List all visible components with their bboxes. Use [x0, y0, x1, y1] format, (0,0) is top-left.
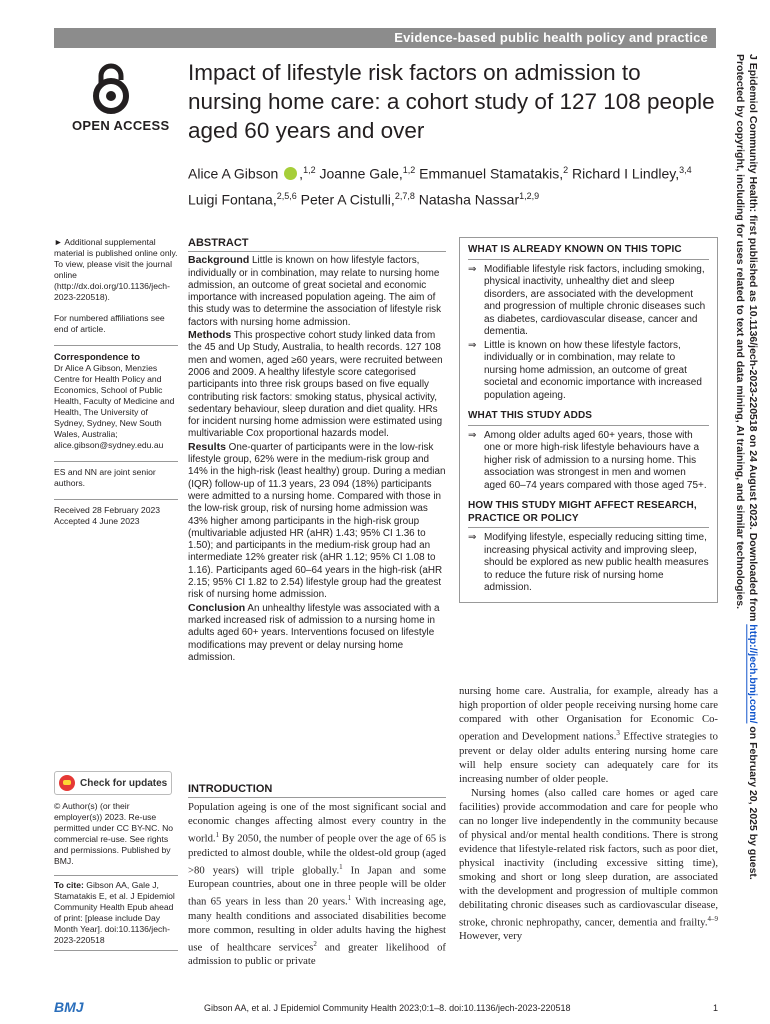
abstract-methods: Methods This prospective cohort study linked data from the 45 and Up Study, Australia, to health records. 127 108 men and women, aged ≥60 years, were recruited between 2006 and 2009. A healthy lifestyle score categorised participants into three risk groups based on five equally contributing risk factors: smoking status, physical activity, sedentary behaviour, sleep duration and diet quality. HRs for incident nursing home admission were estimated using multivariable Cox proportional hazards model.: [188, 329, 443, 440]
author-name: Luigi Fontana,: [188, 191, 277, 208]
body-paragraph: nursing home care. Australia, for example, already has a high proportion of older people receiving nursing home care compared with other Organisation for Economic Co-operation and Development nations.$^3$ Effective strategies to prevent or delay older adults entering nursing home care will help ensure society can adequately care for its increasing number of older people.: [459, 685, 718, 785]
list-item: ⇒ Among older adults aged 60+ years, those with one or more high-risk lifestyle behaviours have a higher risk of admission to a nursing home. This association was strongest in men and women aged 60–74 years compared with those aged 75+.: [468, 429, 707, 491]
arrow-icon: ⇒: [468, 429, 477, 441]
author-list: Alice A Gibson ,$^{1,2}$ Joanne Gale,$^{1,2}$ Emmanuel Stamatakis,$^2$ Richard I Lindley,$^{3,4}$ Luigi Fontana,$^{2,5,6}$ Peter A Cistulli,$^{2,7,8}$ Natasha Nassar$^{1,2,9}$: [188, 165, 692, 208]
journal-link[interactable]: http://jech.bmj.com/: [747, 624, 759, 724]
check-updates-label: Check for updates: [80, 777, 168, 789]
list-item: ⇒ Modifiable lifestyle risk factors, including smoking, physical inactivity, unhealthy diet and sleep disorders, are associated with the development and progression of multiple chronic diseases such as diabetes, cardiovascular disease, cancer and dementia.: [468, 263, 706, 337]
introduction-section: [188, 783, 446, 968]
abstract: [188, 237, 446, 664]
body-paragraph: Nursing homes (also called care homes or aged care facilities) provide accommodation and care for people who can no longer live independently in the community because of physical and/or mental health conditions. There is strong evidence that lifestyle-related risk factors, such as poor diet, physical inactivity (including excessive sitting time), smoking and short or long sleep duration, are associated with the development and progression of multiple common debilitating chronic diseases such as cardiovascular disease, stroke, chronic nephropathy, cancer, dementia and frailty.$^{4-9}$ However, very: [459, 786, 718, 943]
author-name: Natasha Nassar: [414, 191, 520, 208]
adds-section: [468, 410, 709, 492]
known-section: [468, 244, 709, 402]
divider: [54, 345, 178, 346]
joint-authors-note: ES and NN are joint senior authors.: [54, 467, 156, 488]
orcid-icon[interactable]: [284, 167, 297, 180]
reference[interactable]: 1: [347, 894, 352, 903]
citation-box: [54, 875, 178, 951]
watermark-line-2: Protected by copyright, including for uses related to text and data mining, AI training, and similar technologies.: [734, 54, 746, 610]
download-watermark: [736, 54, 770, 1014]
open-access-lock-icon: [91, 62, 131, 114]
reference[interactable]: 4–9: [707, 914, 718, 923]
supplemental-note: ► Additional supplemental material is published online only. To view, please visit the journal online (http://dx.doi.org/10.1136/jech-2023-220518).: [54, 237, 178, 302]
author-name: Peter A Cistulli,: [296, 191, 395, 208]
author-name: Emmanuel Stamatakis,: [415, 165, 564, 182]
correspondence-text: Dr Alice A Gibson, Menzies Centre for Health Policy and Economics, School of Public Health, Faculty of Medicine and Health, The University of Sydney, Sydney, New South Wales, Australia; alice.gibson@sydney.edu.au: [54, 363, 175, 450]
intro-paragraph: Population ageing is one of the most significant social and economic changes affecting almost every country in the world.$^1$ By 2050, the number of people over the age of 65 is predicted to almost double, while the oldest-old group (aged >80 years) will triple globally.$^1$ In Japan and some European countries, about one in three people will be older than 65 years in less than 20 years.$^1$ With increasing age, many health conditions and associated disabilities become more common, resulting in older adults having the highest use of healthcare services$^2$ and greater likelihood of admission to public or private: [188, 801, 446, 968]
abstract-heading: ABSTRACT: [188, 237, 446, 252]
reference[interactable]: 1: [215, 831, 220, 839]
affiliations-note: For numbered affiliations see end of article.: [54, 313, 165, 334]
author-name: Alice A Gibson: [188, 165, 283, 182]
footer-citation: Gibson AA, et al. J Epidemiol Community Health 2023;0:1–8. doi:10.1136/jech-2023-220518: [204, 1003, 571, 1013]
author-affil: 1,2,9: [519, 190, 540, 201]
left-sidebar-lower: [54, 801, 178, 951]
bmj-logo: BMJ: [54, 999, 84, 1015]
accepted-date: Accepted 4 June 2023: [54, 516, 140, 526]
author-affil: 3,4: [679, 165, 692, 175]
check-updates-icon: [59, 775, 75, 791]
list-item: ⇒ Little is known on how these lifestyle factors, individually or in combination, may relate to nursing home admission, an outcome of great societal and economic importance with increased population ageing.: [468, 339, 702, 401]
list-item: ⇒ Modifying lifestyle, especially reducing sitting time, increasing physical activity and improving sleep, should be explored as new public health measures to reduce the future risk of nursing home admission.: [468, 532, 709, 593]
reference[interactable]: 1: [339, 862, 343, 871]
key-messages-box: [459, 237, 718, 603]
author-affil: 1,2: [402, 165, 416, 175]
open-access-logo: [72, 62, 170, 133]
article-title: Impact of lifestyle risk factors on admission to nursing home care: a cohort study of 127 108 people aged 60 years and over: [188, 60, 715, 143]
section-banner: Evidence-based public health policy and practice: [54, 28, 716, 48]
reference[interactable]: 3: [616, 729, 620, 737]
arrow-icon: ⇒: [468, 339, 477, 351]
arrow-icon: ⇒: [468, 532, 477, 543]
check-updates-button[interactable]: [54, 771, 172, 795]
abstract-results: Results One-quarter of participants were in the low-risk lifestyle group, 62% were in the medium-risk group and 14% in the high-risk (least healthy) group. During a median (IQR) follow-up of 11.3 years, 23 094 (18%) participants were admitted to a nursing home. Compared with those in the low-risk group, risk of nursing home admission was 43% higher among participants in the high-risk group (multivariable adjusted HR (aHR) 1.43; 95% CI 1.36 to 1.50); and participants in the medium-risk group had an intermediate 12% greater risk (aHR 1.12; 95% CI 1.08 to 1.16). Participants aged 60–64 years in the high-risk (aHR 2.15; 95% CI 1.82 to 2.54) lifestyle group had the greatest risk of nursing home admission.: [188, 440, 446, 601]
author-affil: 2,7,8: [394, 190, 415, 201]
page-footer: [54, 1001, 718, 1017]
author-name: Richard I Lindley,: [568, 165, 680, 182]
author-name: Joanne Gale,: [315, 165, 403, 182]
left-sidebar: [54, 237, 178, 527]
cite-label: To cite:: [54, 880, 84, 890]
author-affil: 1,2: [303, 165, 316, 175]
affect-heading: HOW THIS STUDY MIGHT AFFECT RESEARCH, PRACTICE OR POLICY: [468, 500, 709, 528]
copyright-note: © Author(s) (or their employer(s)) 2023. Re-use permitted under CC BY-NC. No commercial re-use. See rights and permissions. Published by BMJ.: [54, 801, 174, 866]
affect-section: [468, 500, 709, 595]
received-date: Received 28 February 2023: [54, 505, 161, 515]
page-number: 1: [712, 1003, 718, 1013]
watermark-line-1: J Epidemiol Community Health: first published as 10.1136/jech-2023-220518 on 24 August 2023. Downloaded from http://jech.bmj.com/ on February 20, 2025 by guest.: [747, 54, 759, 880]
divider: [54, 461, 178, 462]
introduction-heading: INTRODUCTION: [188, 783, 446, 798]
abstract-background: Background Little is known on how lifestyle factors, individually or in combination, may relate to nursing home admission, an outcome of great societal and economic importance with increased population ageing. The aim of this study was to determine the association of lifestyle risk factors with nursing home admission.: [188, 254, 442, 328]
reference[interactable]: 2: [313, 939, 317, 948]
abstract-conclusion: Conclusion An unhealthy lifestyle was associated with a marked increased risk of admission to a nursing home in adults aged 60+ years. Interventions focused on lifestyle modifications may prevent or delay nursing home admission.: [188, 601, 440, 663]
author-affil: 2: [563, 165, 569, 175]
arrow-icon: ⇒: [468, 263, 477, 275]
cite-text: Gibson AA, Gale J, Stamatakis E, et al. J Epidemiol Community Health Epub ahead of print: [please include Day Month Year]. doi:10.1136/jech-2023-220518: [54, 880, 175, 945]
author-affil: 2,5,6: [276, 190, 297, 201]
right-column-body: [459, 684, 718, 943]
known-heading: WHAT IS ALREADY KNOWN ON THIS TOPIC: [468, 244, 709, 260]
divider: [54, 499, 178, 500]
adds-heading: WHAT THIS STUDY ADDS: [468, 410, 709, 426]
correspondence-heading: Correspondence to: [54, 351, 140, 362]
open-access-label: OPEN ACCESS: [72, 118, 170, 133]
